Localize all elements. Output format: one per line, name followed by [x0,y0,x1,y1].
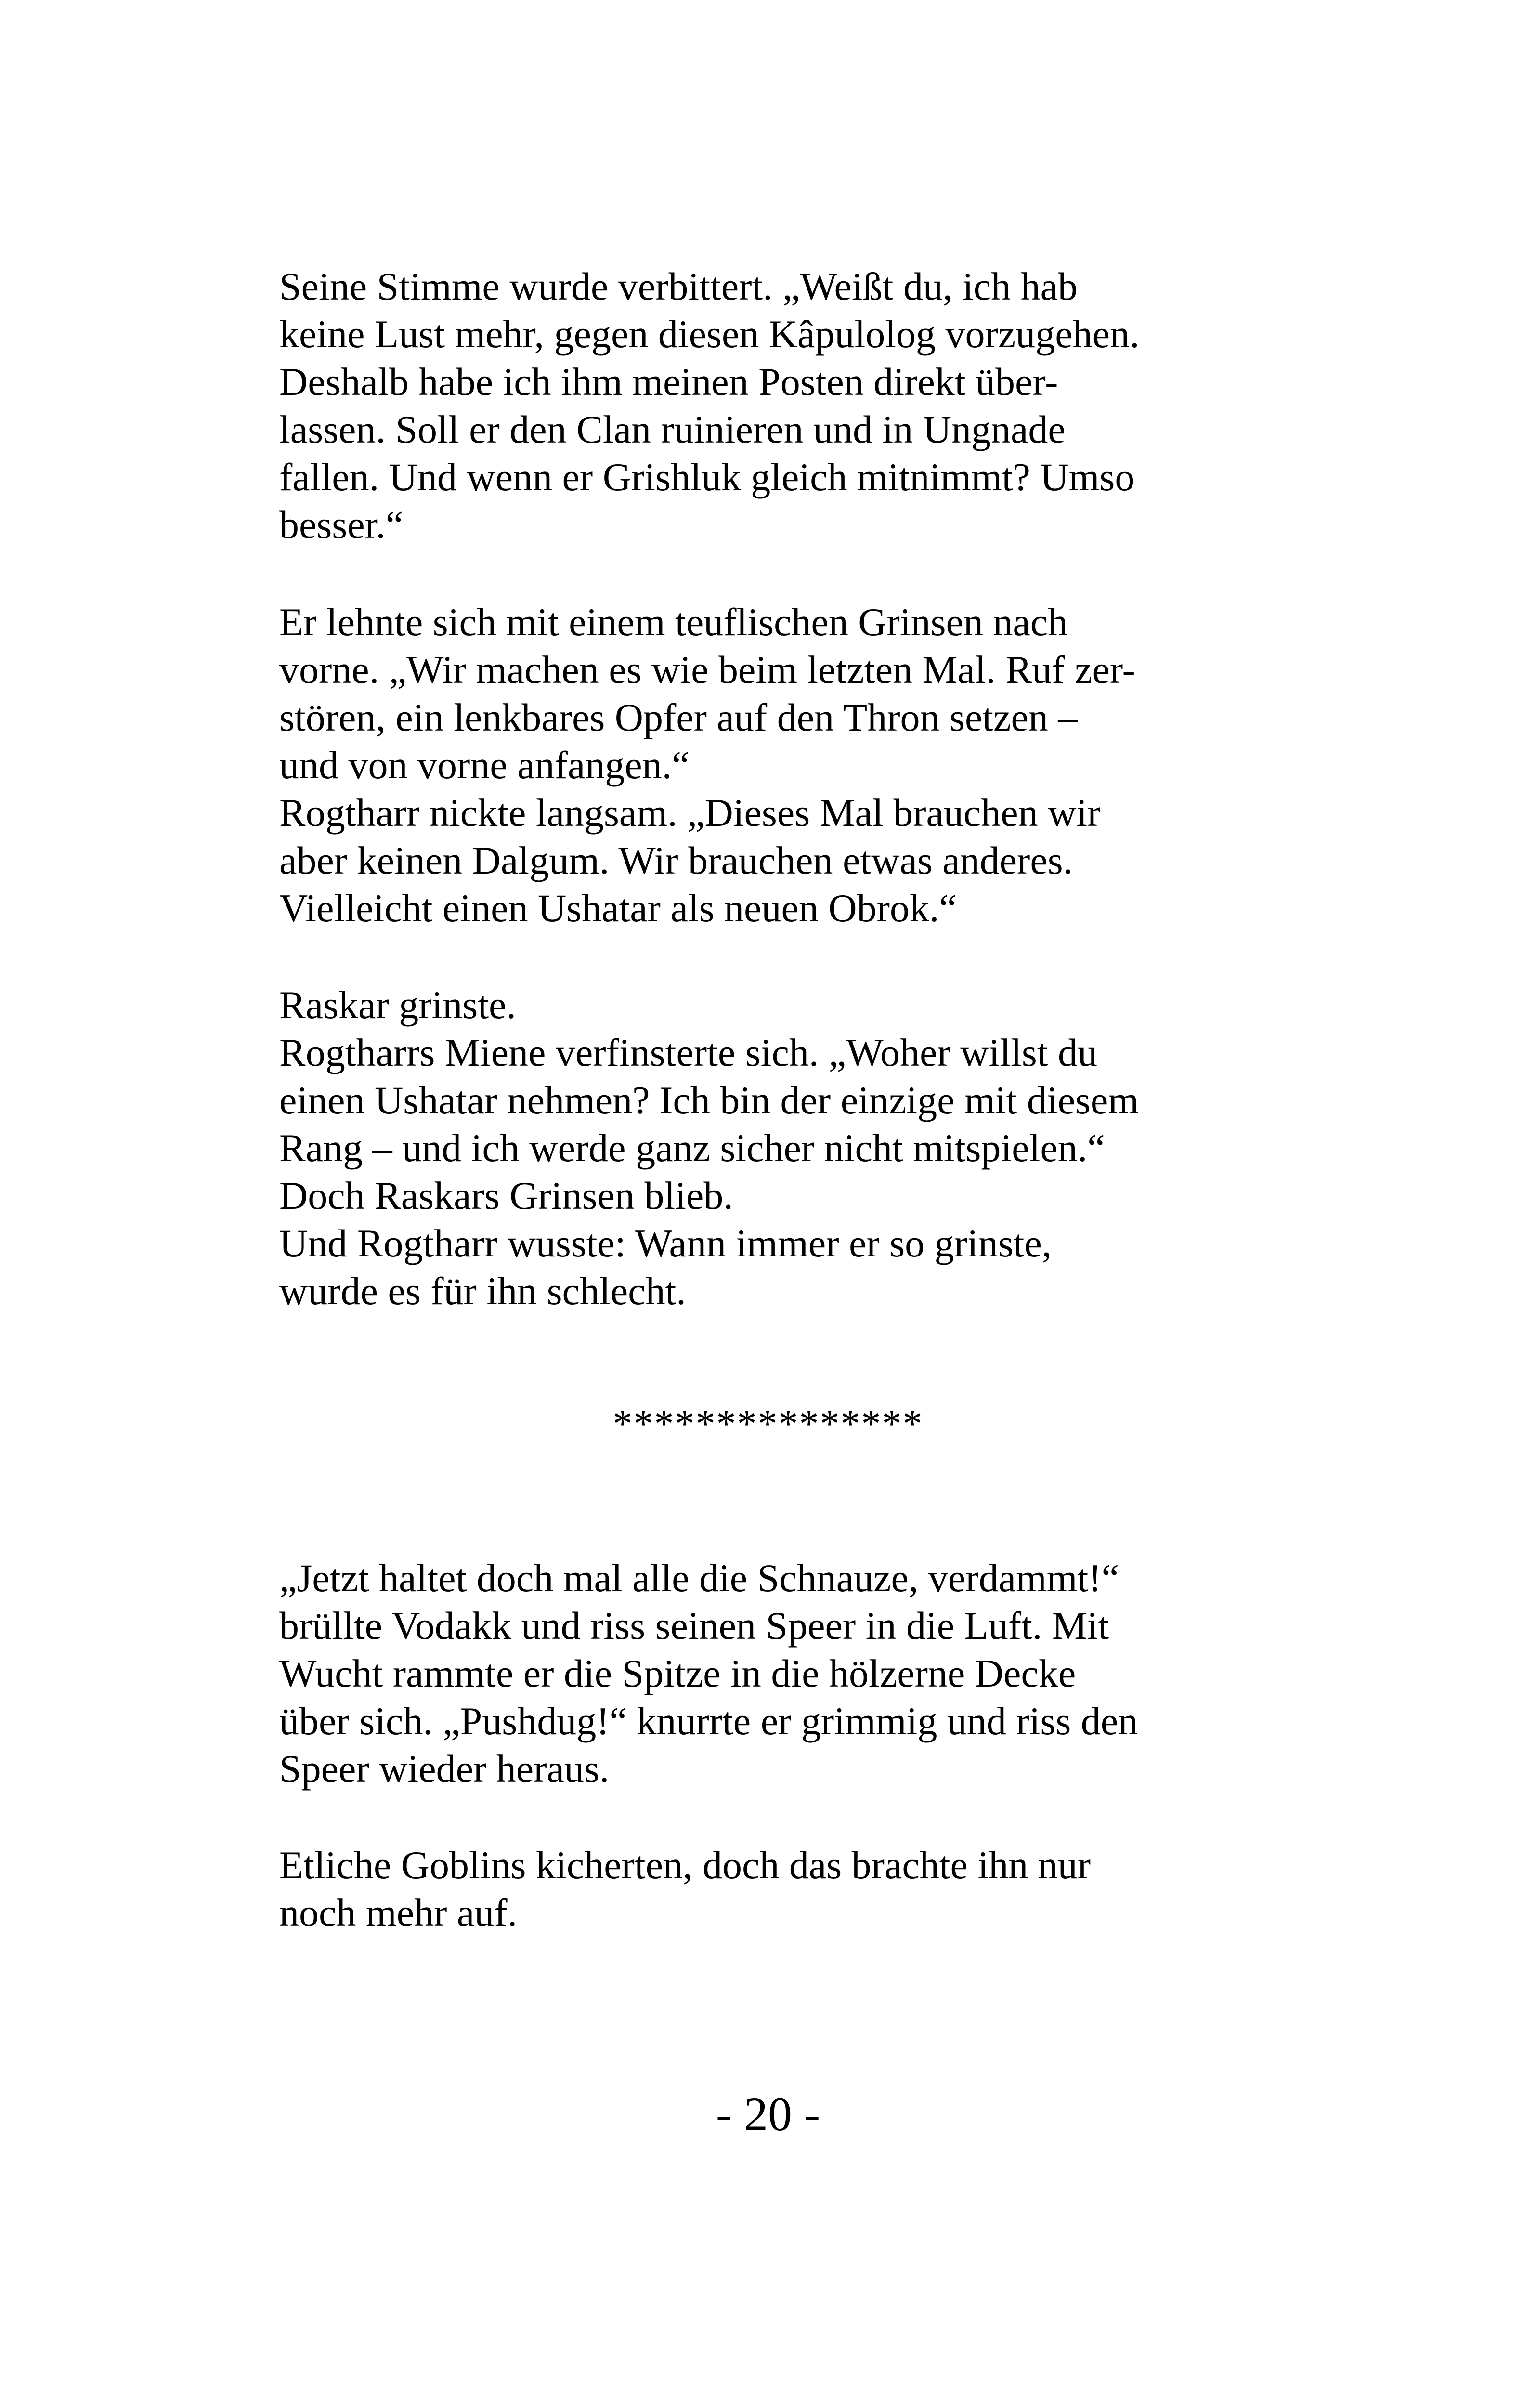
text-line: über sich. „Pushdug!“ knurrte er grimmig und riss den [279,1699,1138,1743]
text-line: Vielleicht einen Ushatar als neuen Obrok.“ [279,886,957,930]
text-line: stören, ein lenkbares Opfer auf den Thron setzen – [279,695,1078,739]
text-line: Deshalb habe ich ihm meinen Posten direkt über- [279,360,1058,404]
text-line: Rang – und ich werde ganz sicher nicht mitspielen.“ [279,1126,1105,1170]
page-number: - 20 - [716,2087,820,2141]
paragraph-5 [279,1841,1281,1937]
text-line: „Jetzt haltet doch mal alle die Schnauze, verdammt!“ [279,1556,1119,1600]
text-line: besser.“ [279,503,404,547]
paragraph-4 [279,1554,1281,1793]
text-line: Seine Stimme wurde verbittert. „Weißt du, ich hab [279,264,1078,308]
text-line: Rogtharrs Miene verfinsterte sich. „Woher willst du [279,1031,1098,1074]
text-line: wurde es für ihn schlecht. [279,1269,686,1313]
text-line: aber keinen Dalgum. Wir brauchen etwas anderes. [279,838,1073,882]
text-line: keine Lust mehr, gegen diesen Kâpulolog vorzugehen. [279,312,1140,356]
text-line: Rogtharr nickte langsam. „Dieses Mal brauchen wir [279,791,1101,835]
paragraph-1 [279,262,1281,549]
paragraph-2 [279,598,1281,932]
text-line: Speer wieder heraus. [279,1747,610,1791]
text-line: vorne. „Wir machen es wie beim letzten Mal. Ruf zer- [279,648,1135,692]
text-line: fallen. Und wenn er Grishluk gleich mitnimmt? Umso [279,455,1135,499]
text-line: und von vorne anfangen.“ [279,743,690,787]
text-line: Und Rogtharr wusste: Wann immer er so grinste, [279,1221,1052,1265]
text-line: Raskar grinste. [279,983,516,1027]
section-separator: *************** [612,1401,924,1445]
text-line: einen Ushatar nehmen? Ich bin der einzige mit diesem [279,1078,1139,1122]
text-line: brüllte Vodakk und riss seinen Speer in die Luft. Mit [279,1604,1109,1648]
text-line: Etliche Goblins kicherten, doch das brachte ihn nur [279,1843,1091,1887]
text-line: noch mehr auf. [279,1891,518,1935]
text-line: Er lehnte sich mit einem teuflischen Grinsen nach [279,600,1068,644]
text-line: Doch Raskars Grinsen blieb. [279,1174,733,1217]
text-line: lassen. Soll er den Clan ruinieren und in Ungnade [279,407,1066,451]
paragraph-3 [279,981,1281,1315]
text-line: Wucht rammte er die Spitze in die hölzerne Decke [279,1651,1076,1695]
